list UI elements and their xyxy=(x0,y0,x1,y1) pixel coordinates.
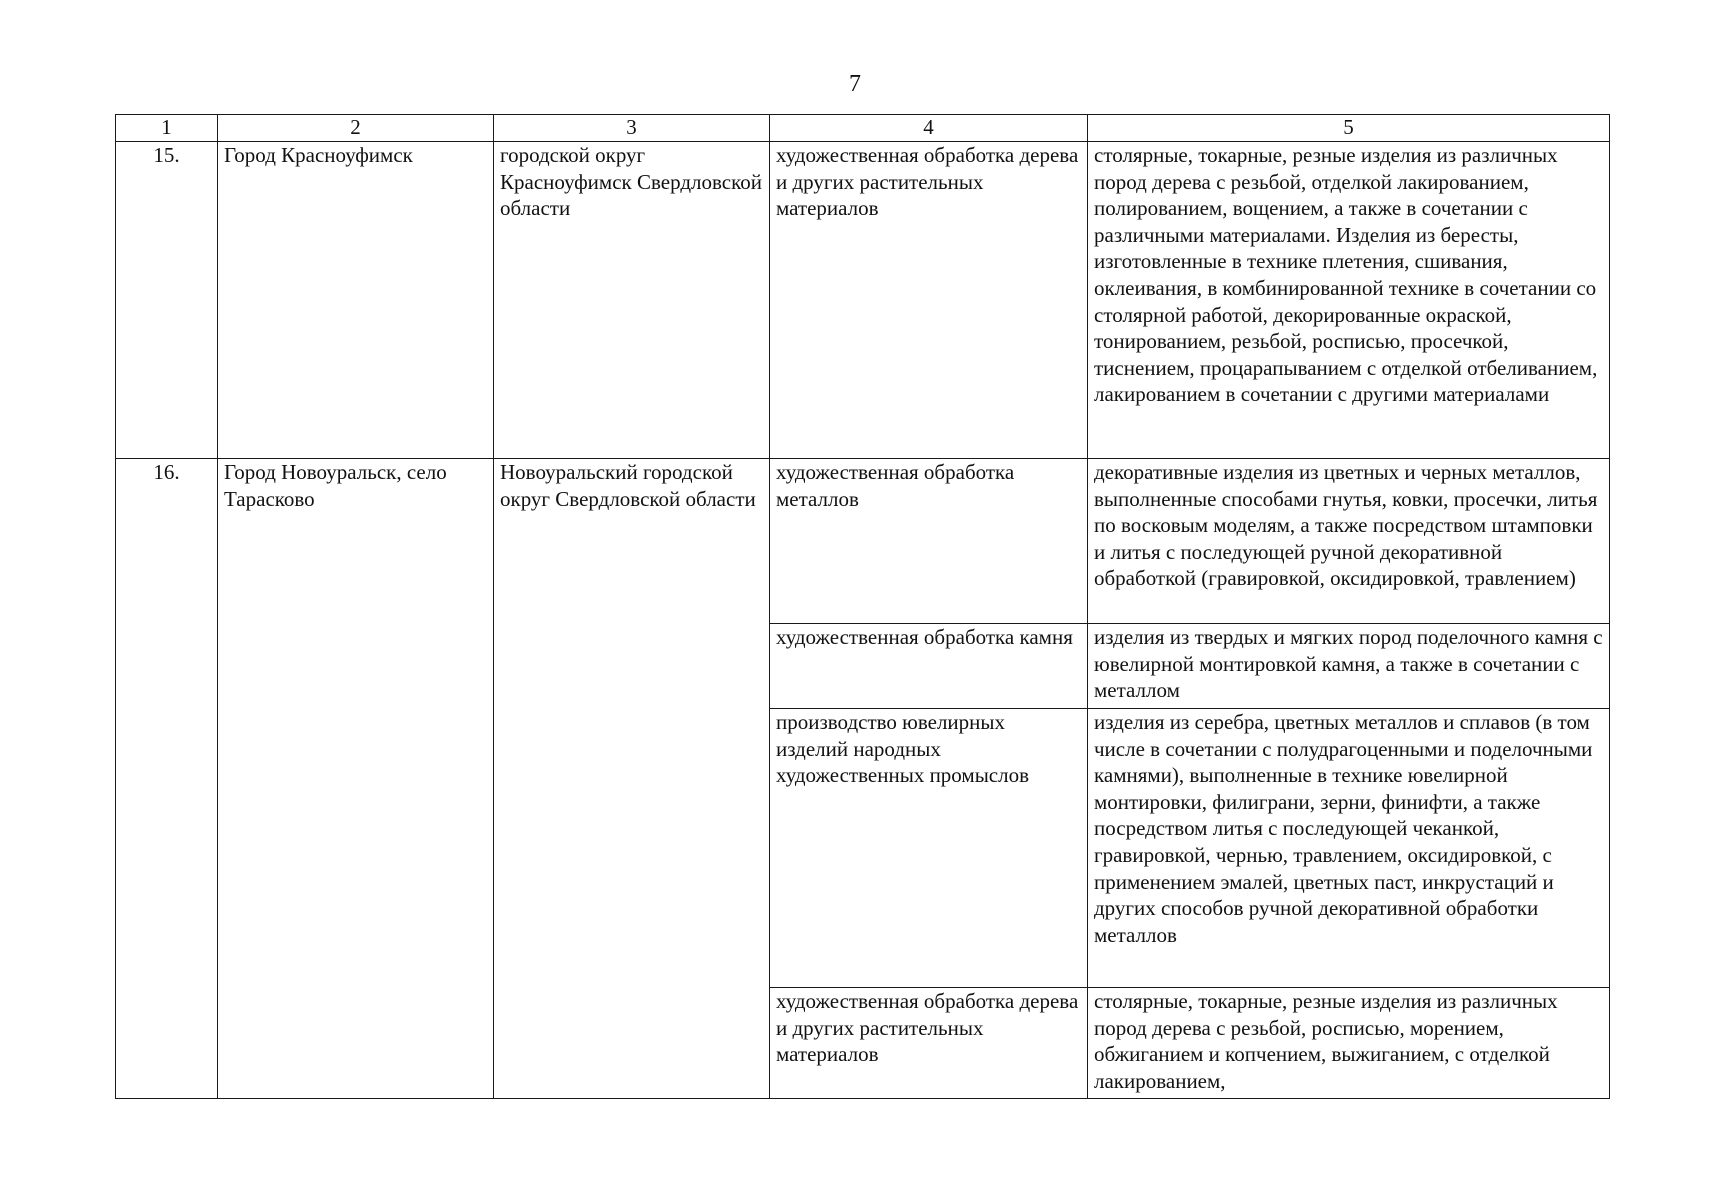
table-row xyxy=(116,142,1610,459)
craft-type: производство ювелирных изделий народных художественных промыслов xyxy=(770,709,1088,988)
column-header-1: 1 xyxy=(116,115,218,142)
crafts-table xyxy=(115,114,1610,1099)
district-name: городской округ Красноуфимск Свердловской области xyxy=(494,142,770,459)
row-number: 15. xyxy=(116,142,218,459)
place-name: Город Новоуральск, село Тарасково xyxy=(218,459,494,1099)
column-header-2: 2 xyxy=(218,115,494,142)
page-number: 7 xyxy=(849,71,861,97)
column-header-5: 5 xyxy=(1088,115,1610,142)
craft-description: столярные, токарные, резные изделия из различных пород дерева с резьбой, отделкой лакированием, полированием, вощением, а также в сочетании с различными материалами. Изделия из бересты, изготовленные в технике плетения, сшивания, оклеивания, в комбинированной технике в сочетании со столярной работой, декорированные окраской, тонированием, резьбой, росписью, просечкой, тиснением, процарапыванием с отделкой отбеливанием, лакированием в сочетании с другими материалами xyxy=(1088,142,1610,459)
craft-description: декоративные изделия из цветных и черных металлов, выполненные способами гнутья, ковки, просечки, литья по восковым моделям, а также посредством штамповки и литья с последующей ручной декоративной обработкой (гравировкой, оксидировкой, травлением) xyxy=(1088,459,1610,624)
place-name: Город Красноуфимск xyxy=(218,142,494,459)
craft-description: изделия из серебра, цветных металлов и сплавов (в том числе в сочетании с полудрагоценными и поделочными камнями), выполненные в технике ювелирной монтировки, филиграни, зерни, финифти, а также посредством литья с последующей чеканкой, гравировкой, чернью, травлением, оксидировкой, с применением эмалей, цветных паст, инкрустаций и других способов ручной декоративной обработки металлов xyxy=(1088,709,1610,988)
craft-type: художественная обработка камня xyxy=(770,624,1088,709)
row-number: 16. xyxy=(116,459,218,1099)
craft-type: художественная обработка дерева и других растительных материалов xyxy=(770,988,1088,1099)
column-header-4: 4 xyxy=(770,115,1088,142)
craft-type: художественная обработка дерева и других растительных материалов xyxy=(770,142,1088,459)
district-name: Новоуральский городской округ Свердловской области xyxy=(494,459,770,1099)
header-row xyxy=(116,115,1610,142)
column-header-3: 3 xyxy=(494,115,770,142)
craft-description: изделия из твердых и мягких пород поделочного камня с ювелирной монтировкой камня, а также в сочетании с металлом xyxy=(1088,624,1610,709)
craft-type: художественная обработка металлов xyxy=(770,459,1088,624)
table-row xyxy=(116,459,1610,624)
craft-description: столярные, токарные, резные изделия из различных пород дерева с резьбой, росписью, морением, обжиганием и копчением, выжиганием, с отделкой лакированием, xyxy=(1088,988,1610,1099)
